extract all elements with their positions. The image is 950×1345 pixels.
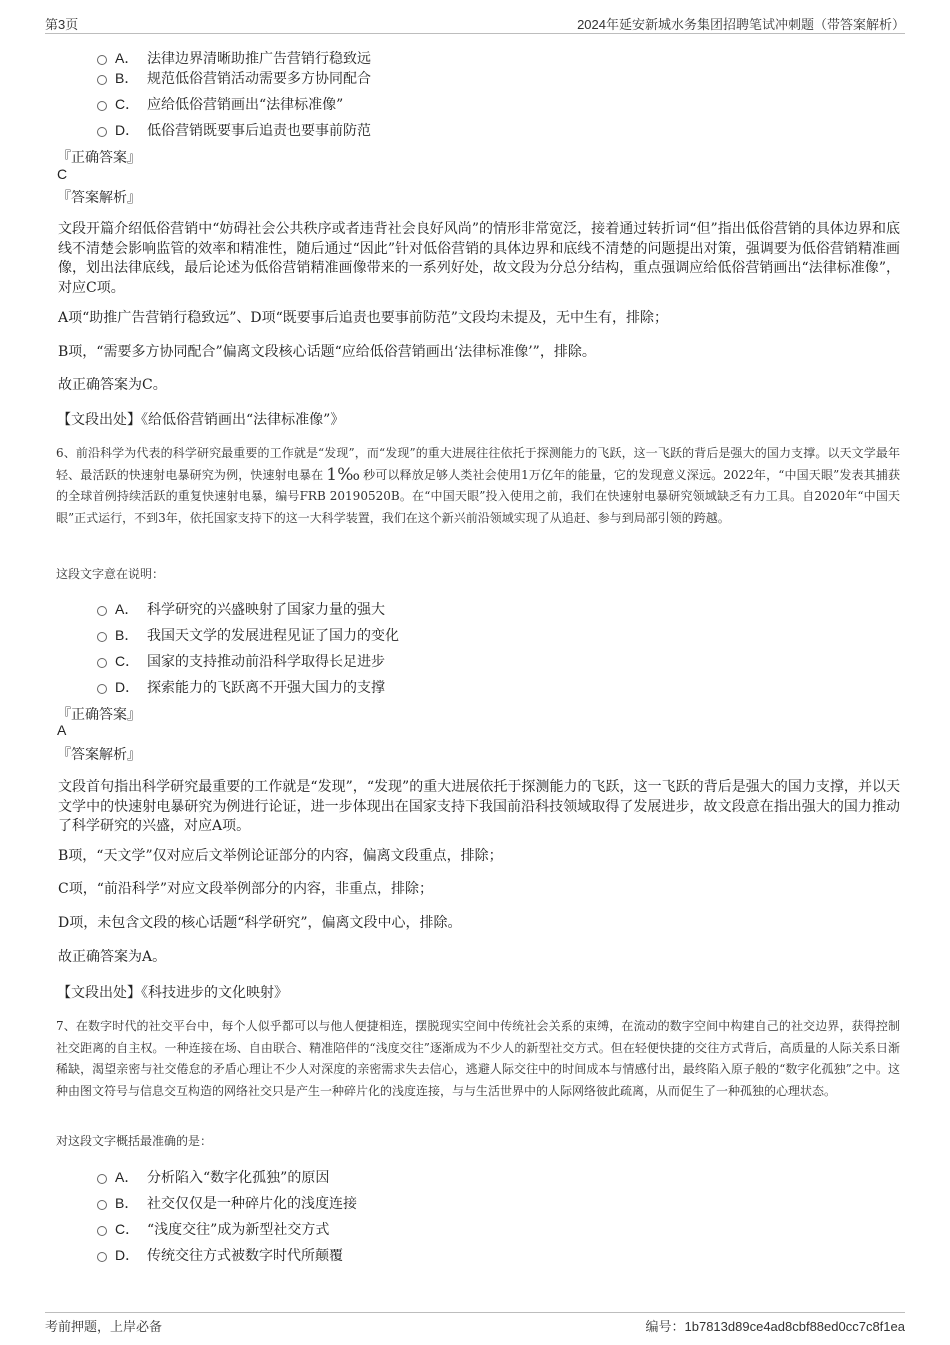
radio-icon[interactable]	[97, 632, 107, 642]
q6-option-c[interactable]: C． 国家的支持推动前沿科学取得长足进步	[97, 651, 385, 671]
q6-analysis-d: D项，未包含文段的核心话题“科学研究”，偏离文段中心，排除。	[58, 915, 462, 931]
page-number: 第3页	[45, 17, 79, 32]
q5-analysis-a-d: A项“助推广告营销行稳致远”、D项“既要事后追责也要事前防范”文段均未提及，无中生有，排除；	[58, 310, 668, 326]
q7-option-b[interactable]: B． 社交仅仅是一种碎片化的浅度连接	[97, 1193, 357, 1213]
radio-icon[interactable]	[97, 75, 107, 85]
q5-option-a[interactable]: A． 法律边界清晰助推广告营销行稳致远	[97, 48, 371, 68]
q7-option-a[interactable]: A． 分析陷入“数字化孤独”的原因	[97, 1167, 329, 1187]
q6-analysis-label: 『答案解析』	[57, 747, 141, 763]
q6-stem: 6、前沿科学为代表的科学研究最重要的工作就是“发现”，而“发现”的重大进展往往依托于探测能力的飞跃，这一飞跃的背后是强大的国力支撑。以天文学最年轻、最活跃的快速射电暴研究为例，快速射电暴在 1‰ 秒可以释放足够人类社会使用1万亿年的能量，它的发现意义深远。2022年，“中国天眼”发表其捕获的全球首例持续活跃的重复快速射电暴，编号FRB 20190520B。在“中国天眼”投入使用之前，我们在快速射电暴研究领域缺乏有力工具。自2020年“中国天眼”正式运行，不到3年，依托国家支持下的这一大科学装置，我们在这个新兴前沿领域实现了从追赶、参与到局部引领的跨越。	[56, 446, 900, 525]
radio-icon[interactable]	[97, 1200, 107, 1210]
q5-analysis-b: B项，“需要多方协同配合”偏离文段核心话题“应给低俗营销画出‘法律标准像’”，排除。	[58, 344, 596, 360]
q7-stem: 7、在数字时代的社交平台中，每个人似乎都可以与他人便捷相连，摆脱现实空间中传统社会关系的束缚，在流动的数字空间中构建自己的社交边界，获得控制社交距离的自主权。一种连接在场、自由联合、精准陪伴的“浅度交往”逐渐成为不少人的新型社交方式。但在轻便快捷的交往方式背后，高质量的人际关系日渐稀缺，渴望亲密与社交倦怠的矛盾心理让不少人对深度的亲密需求失去信心，逃避人际交往中的时间成本与情感付出，最终陷入原子般的“数字化孤独”之中。这种由图文符号与信息交互构造的网络社交只是产生一种碎片化的浅度连接，与与生活世界中的人际网络彼此疏离，从而促生了一种孤独的心理状态。	[56, 1019, 900, 1098]
q6-analysis-b: B项，“天文学”仅对应后文举例论证部分的内容，偏离文段重点，排除；	[58, 848, 503, 864]
radio-icon[interactable]	[97, 1226, 107, 1236]
radio-icon[interactable]	[97, 1252, 107, 1262]
q5-source: 【文段出处】《给低俗营销画出“法律标准像”》	[57, 412, 345, 428]
radio-icon[interactable]	[97, 1174, 107, 1184]
q7-option-c[interactable]: C． “浅度交往”成为新型社交方式	[97, 1219, 329, 1239]
radio-icon[interactable]	[97, 658, 107, 668]
per-mille-formula: 1‰	[326, 464, 361, 485]
q6-answer: A	[57, 722, 67, 738]
q6-prompt: 这段文字意在说明：	[56, 567, 165, 581]
q6-analysis-c: C项，“前沿科学”对应文段举例部分的内容，非重点，排除；	[58, 881, 434, 897]
q5-option-c[interactable]: C． 应给低俗营销画出“法律标准像”	[97, 94, 343, 114]
q5-option-d[interactable]: D． 低俗营销既要事后追责也要事前防范	[97, 120, 371, 140]
radio-icon[interactable]	[97, 684, 107, 694]
q5-answer: C	[57, 166, 68, 182]
document-code: 编号：1b7813d89ce4ad8cbf88ed0cc7c8f1ea	[645, 1319, 905, 1334]
q6-answer-label: 『正确答案』	[57, 707, 141, 723]
page-footer	[45, 1312, 905, 1335]
q6-option-b[interactable]: B． 我国天文学的发展进程见证了国力的变化	[97, 625, 399, 645]
q5-conclusion: 故正确答案为C。	[58, 377, 167, 393]
q6-conclusion: 故正确答案为A。	[58, 949, 167, 965]
q6-option-a[interactable]: A． 科学研究的兴盛映射了国家力量的强大	[97, 599, 385, 619]
radio-icon[interactable]	[97, 101, 107, 111]
q7-prompt: 对这段文字概括最准确的是：	[56, 1134, 213, 1148]
q5-answer-label: 『正确答案』	[57, 150, 141, 166]
q6-analysis-main: 文段首句指出科学研究最重要的工作就是“发现”，“发现”的重大进展依托于探测能力的飞跃，这一飞跃的背后是强大的国力支撑，并以天文学中的快速射电暴研究为例进行论证，进一步体现出在国家支持下我国前沿科技领域取得了发展进步，故文段意在指出强大的国力推动了科学研究的兴盛，对应A项。	[58, 779, 900, 834]
q5-analysis-label: 『答案解析』	[57, 190, 141, 206]
page-header	[45, 14, 905, 34]
q7-option-d[interactable]: D． 传统交往方式被数字时代所颠覆	[97, 1245, 343, 1265]
radio-icon[interactable]	[97, 127, 107, 137]
document-title: 2024年延安新城水务集团招聘笔试冲刺题（带答案解析）	[577, 17, 905, 32]
radio-icon[interactable]	[97, 55, 107, 65]
q6-source: 【文段出处】《科技进步的文化映射》	[57, 985, 288, 1001]
radio-icon[interactable]	[97, 606, 107, 616]
q5-analysis-main: 文段开篇介绍低俗营销中“妨碍社会公共秩序或者违背社会良好风尚”的情形非常宽泛，接着通过转折词“但”指出低俗营销的具体边界和底线不清楚会影响监管的效率和精准性，随后通过“因此”针对低俗营销的具体边界和底线不清楚的问题提出对策，强调要为低俗营销精准画像，划出法律底线，最后论述为低俗营销精准画像带来的一系列好处，故文段为分总分结构，重点强调应给低俗营销画出“法律标准像”，对应C项。	[58, 221, 900, 296]
footer-slogan: 考前押题，上岸必备	[45, 1319, 163, 1334]
q5-option-b[interactable]: B． 规范低俗营销活动需要多方协同配合	[97, 68, 371, 88]
q6-option-d[interactable]: D． 探索能力的飞跃离不开强大国力的支撑	[97, 677, 385, 697]
